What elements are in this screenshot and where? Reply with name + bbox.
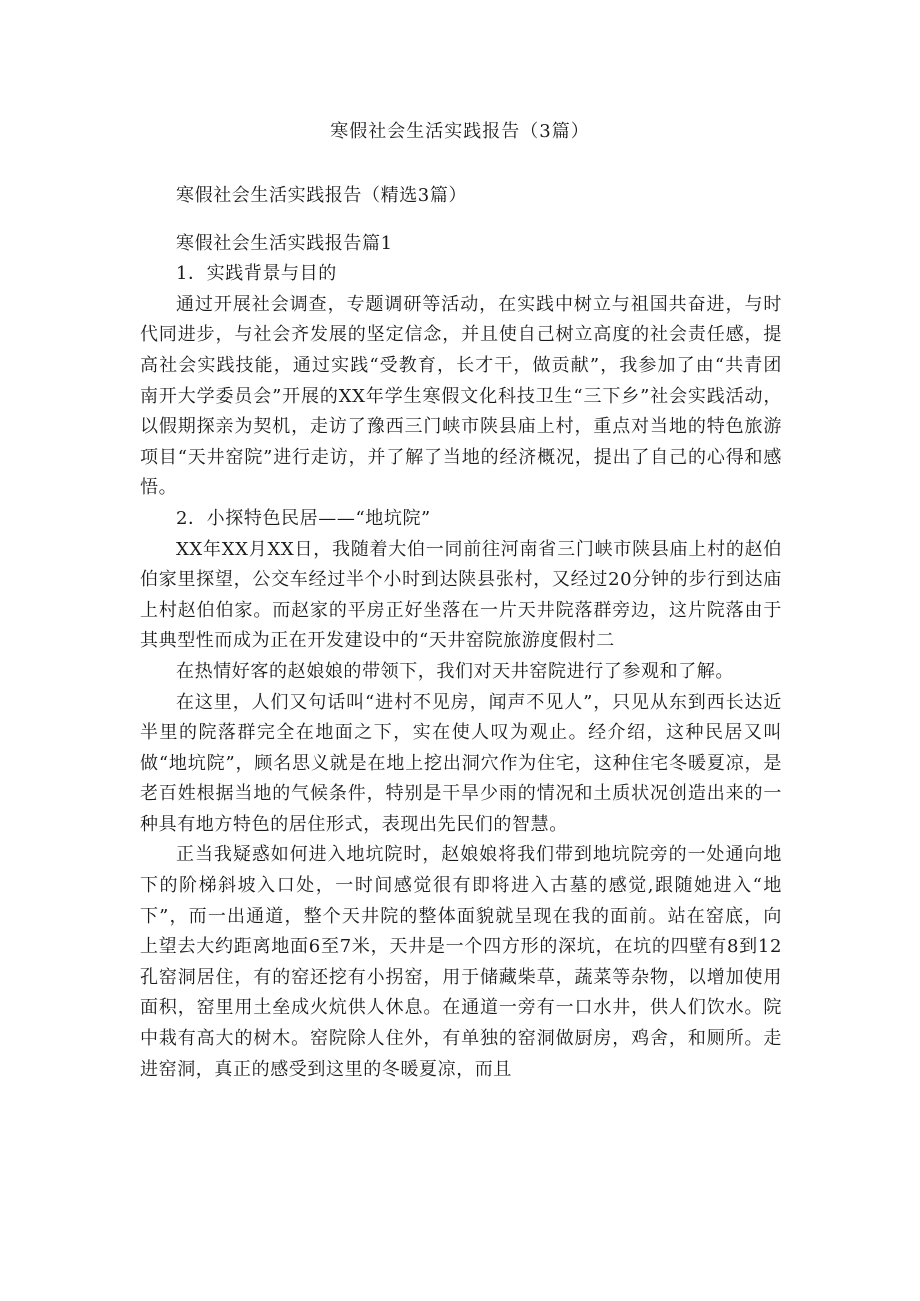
body-paragraph: 正当我疑惑如何进入地坑院时，赵娘娘将我们带到地坑院旁的一处通向地下的阶梯斜坡入口处，一时间感觉很有即将进入古墓的感觉,跟随她进入“地下”，而一出通道，整个天井院的整体面貌就呈现在我的面前。站在窑底，向上望去大约距离地面6至7米，天井是一个四方形的深坑，在坑的四壁有8到12孔窑洞居住，有的窑还挖有小拐窑，用于储藏柴草，蔬菜等杂物，以增加使用面积，窑里用土垒成火炕供人休息。在通道一旁有一口水井，供人们饮水。院中栽有高大的树木。窑院除人住外，有单独的窑洞做厨房，鸡舍，和厕所。走进窑洞，真正的感受到这里的冬暖夏凉，而且 bbox=[140, 844, 782, 1080]
body-paragraph: XX年XX月XX日，我随着大伯一同前往河南省三门峡市陕县庙上村的赵伯伯家里探望，公交车经过半个小时到达陕县张村，又经过20分钟的步行到达庙上村赵伯伯家。而赵家的平房正好坐落在一片天井院落群旁边，这片院落由于其典型性而成为正在开发建设中的“天井窑院旅游度假村二 bbox=[140, 538, 782, 652]
document-subtitle: 寒假社会生活实践报告（精选3篇） bbox=[176, 185, 468, 206]
section-heading: 1．实践背景与目的 bbox=[176, 263, 337, 285]
document-body bbox=[140, 181, 782, 1085]
section-heading: 2．小探特色民居——“地坑院” bbox=[176, 507, 431, 529]
document-title: 寒假社会生活实践报告（3篇） bbox=[330, 121, 590, 142]
body-paragraph: 在热情好客的赵娘娘的带领下，我们对天井窑院进行了参观和了解。 bbox=[176, 660, 734, 682]
body-paragraph: 在这里，人们又句话叫“进村不见房，闻声不见人”，只见从东到西长达近半里的院落群完全在地面之下，实在使人叹为观止。经介绍，这种民居又叫做“地坑院”，顾名思义就是在地上挖出洞穴作为住宅，这种住宅冬暖夏凉，是老百姓根据当地的气候条件，特别是干旱少雨的情况和土质状况创造出来的一种具有地方特色的居住形式，表现出先民们的智慧。 bbox=[140, 691, 782, 835]
body-paragraph: 通过开展社会调查，专题调研等活动，在实践中树立与祖国共奋进，与时代同进步，与社会齐发展的坚定信念，并且使自己树立高度的社会责任感，提高社会实践技能，通过实践“受教育，长才干，做贡献”，我参加了由“共青团南开大学委员会”开展的XX年学生寒假文化科技卫生“三下乡”社会实践活动，以假期探亲为契机，走访了豫西三门峡市陕县庙上村，重点对当地的特色旅游项目“天井窑院”进行走访，并了解了当地的经济概况，提出了自己的心得和感悟。 bbox=[140, 293, 782, 499]
article-heading: 寒假社会生活实践报告篇1 bbox=[176, 232, 393, 254]
